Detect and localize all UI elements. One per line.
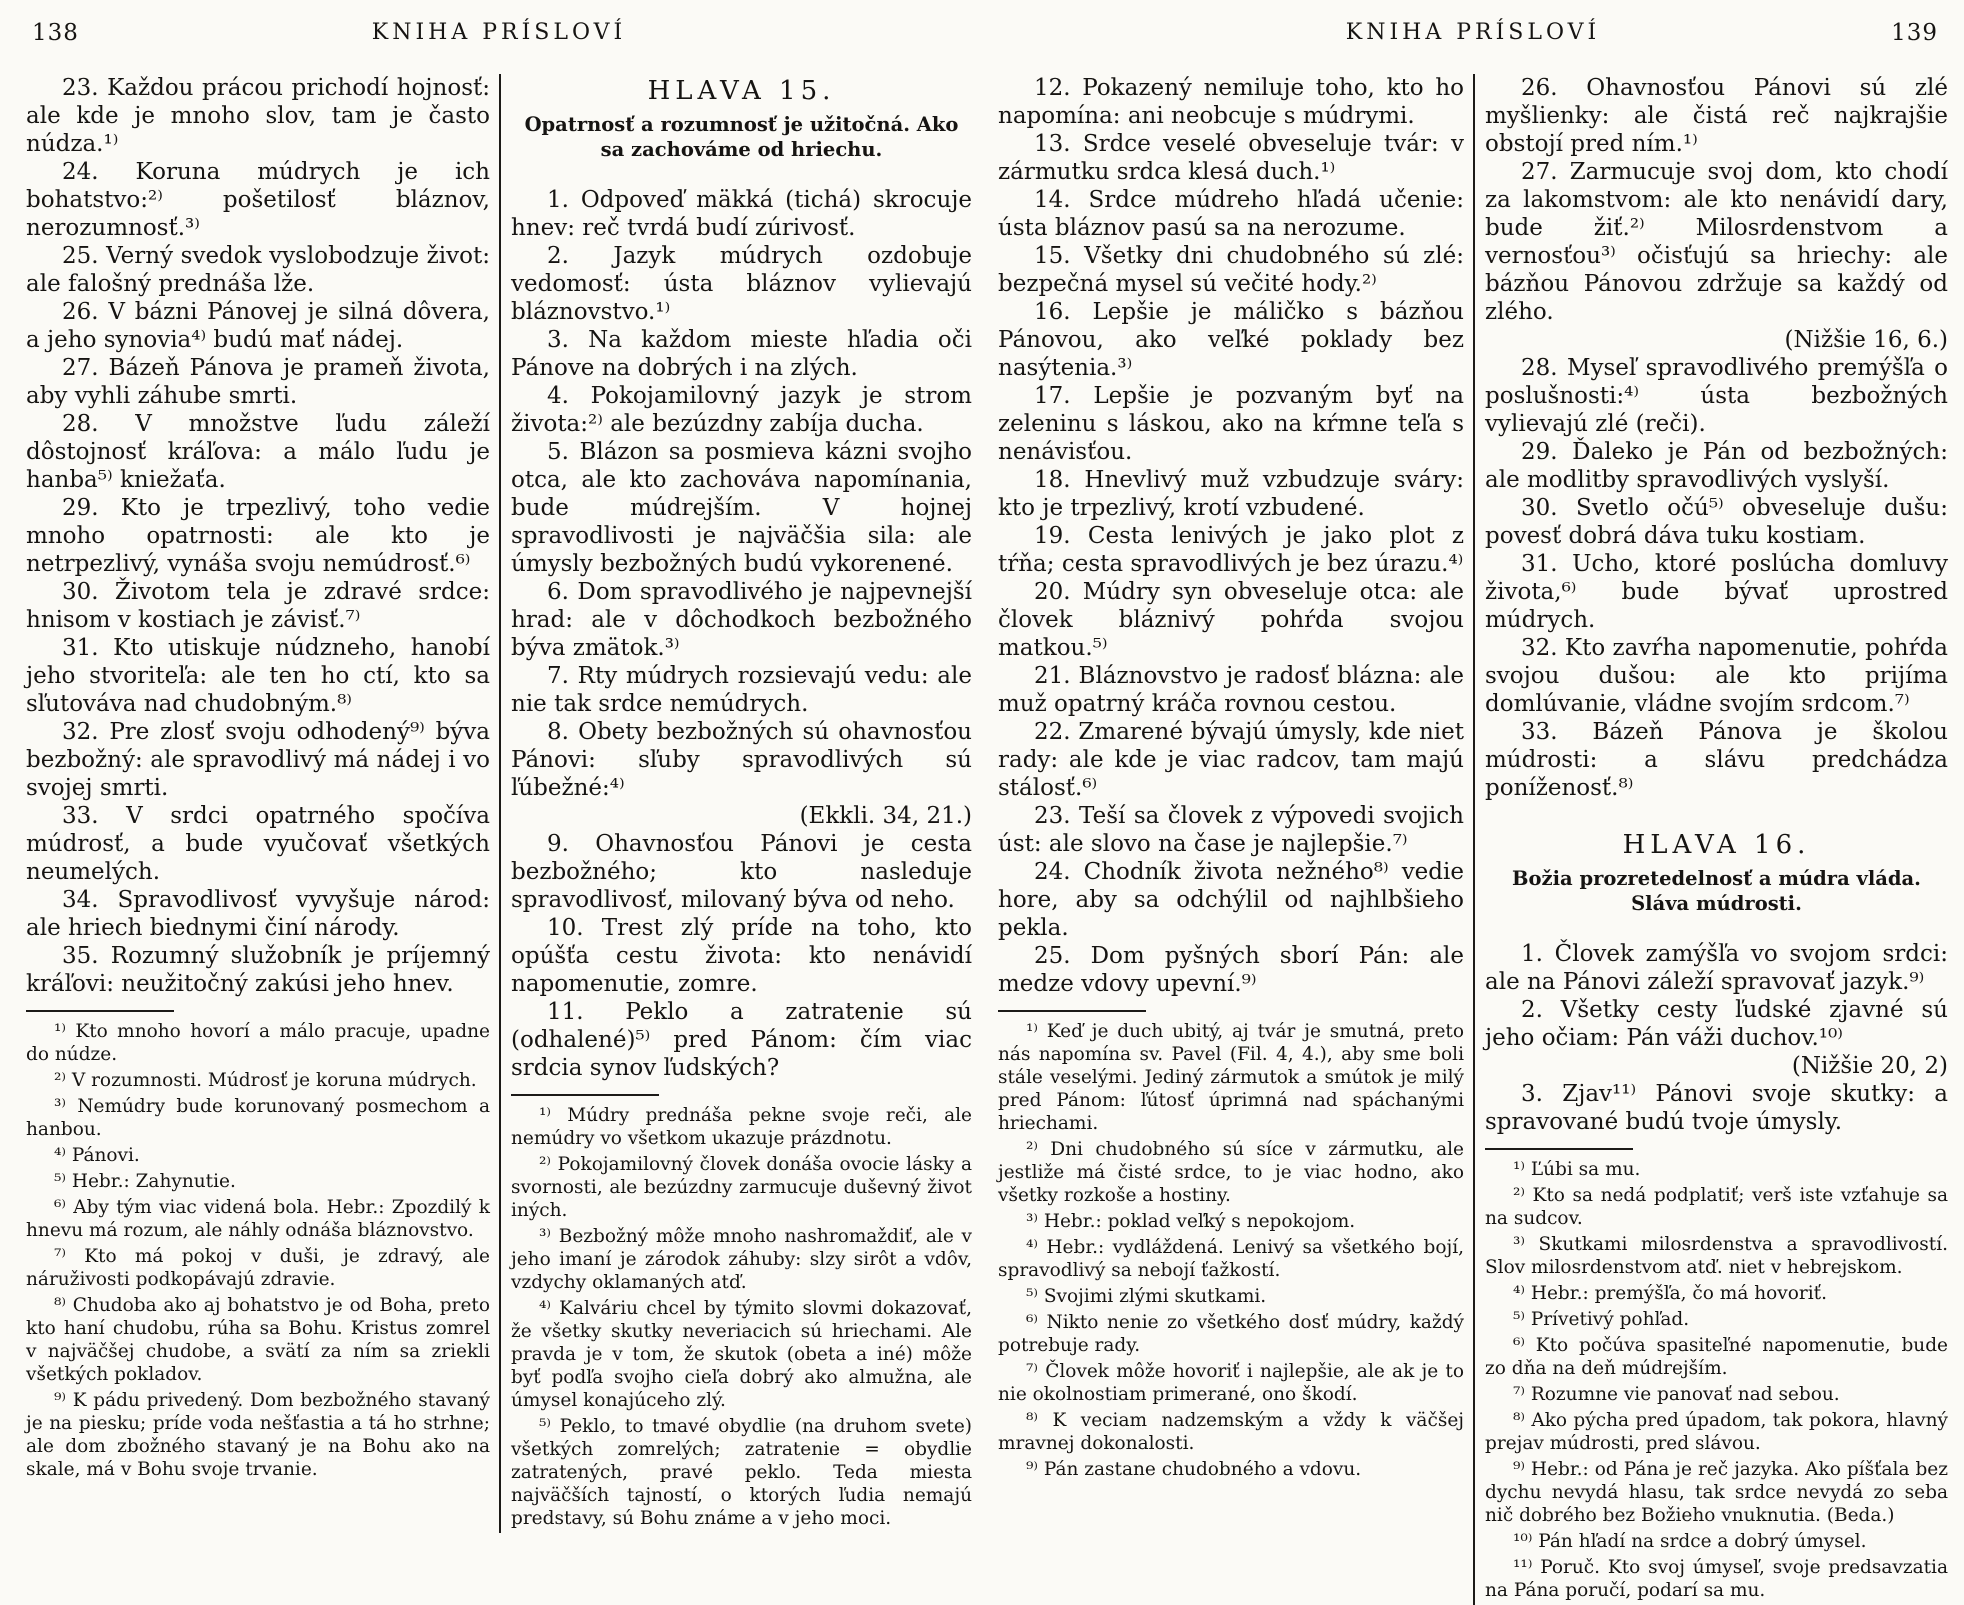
page-138: [0, 0, 982, 1529]
verse: 28. V množstve ľudu záleží dôstojnosť kráľova: a málo ľudu je hanba⁵⁾ kniežaťa.: [26, 411, 490, 493]
verse: 13. Srdce veselé obveseluje tvár: v zármutku srdca klesá duch.¹⁾: [998, 131, 1464, 185]
verse: 6. Dom spravodlivého je najpevnejší hrad: ale v dôchodkoch bezbožného býva zmätok.³⁾: [511, 579, 972, 661]
footnote: ¹⁾ Ľúbi sa mu.: [1513, 1159, 1641, 1180]
footnote: ⁴⁾ Pánovi.: [54, 1145, 140, 1166]
verse: 32. Pre zlosť svoju odhodený⁹⁾ býva bezbožný: ale spravodlivý má nádej i vo svojej smrti.: [26, 719, 490, 801]
verse: (Ekkli. 34, 21.): [799, 803, 972, 829]
verse: 25. Dom pyšných sborí Pán: ale medze vdovy upevní.⁹⁾: [998, 943, 1464, 997]
page-number: 139: [1891, 20, 1938, 46]
verse: 19. Cesta lenivých je jako plot z tŕňa; cesta spravodlivých je bez úrazu.⁴⁾: [998, 523, 1464, 577]
verse: 30. Svetlo očú⁵⁾ obveseluje dušu: povesť dobrá dáva tuku kostiam.: [1485, 495, 1948, 549]
verse: 35. Rozumný služobník je príjemný kráľovi: neužitočný zakúsi jeho hnev.: [26, 943, 490, 997]
page-header: [998, 14, 1948, 60]
verse: 3. Na každom mieste hľadia oči Pánove na dobrých i na zlých.: [511, 327, 972, 381]
verse: (Nižšie 16, 6.): [1784, 327, 1948, 353]
chapter-heading: HLAVA 15.: [647, 76, 836, 106]
verse: 28. Myseľ spravodlivého premýšľa o poslušnosti:⁴⁾ ústa bezbožných vylievajú zlé (reči).: [1485, 355, 1948, 437]
footnote: ⁴⁾ Kalváriu chcel by týmito slovmi dokazovať, že všetky skutky neveriacich sú hriechami. Ale pravda je v tom, že skutok (obeta a iné) môže byť podľa svojho cieľa dobrý ako almužna, ale úmysel konajúceho zlý.: [511, 1298, 972, 1411]
verse: 22. Zmarené bývajú úmysly, kde niet rady: ale kde je viac radcov, tam majú stálosť.⁶⁾: [998, 719, 1464, 801]
footnote: ¹⁾ Múdry prednáša pekne svoje reči, ale nemúdry vo všetkom ukazuje prázdnotu.: [511, 1105, 972, 1149]
verse: 26. V bázni Pánovej je silná dôvera, a jeho synovia⁴⁾ budú mať nádej.: [26, 299, 490, 353]
verse: 2. Všetky cesty ľudské zjavné sú jeho očiam: Pán váži duchov.¹⁰⁾: [1485, 997, 1948, 1051]
verse: 8. Obety bezbožných sú ohavnosťou Pánovi: sľuby spravodlivých sú ľúbežné:⁴⁾: [511, 719, 972, 801]
footnote: ²⁾ Kto sa nedá podplatiť; verš iste vzťahuje sa na sudcov.: [1485, 1185, 1948, 1229]
verse: 24. Koruna múdrych je ich bohatstvo:²⁾ pošetilosť bláznov, nerozumnosť.³⁾: [26, 159, 490, 241]
verse-list: [1485, 74, 1948, 802]
footnote: ⁴⁾ Hebr.: premýšľa, čo má hovoriť.: [1513, 1283, 1827, 1304]
chapter-subtitle: Opatrnosť a rozumnosť je užitočná. Ako sa zachováme od hriechu.: [524, 113, 959, 161]
verse: 34. Spravodlivosť vyvyšuje národ: ale hriech biednymi činí národy.: [26, 887, 490, 941]
footnote: ⁷⁾ Rozumne vie panovať nad sebou.: [1513, 1384, 1840, 1405]
footnote: ³⁾ Skutkami milosrdenstva a spravodlivostí. Slov milosrdenstvom atď. niet v hebrejskom.: [1485, 1234, 1948, 1278]
verse: 29. Kto je trpezlivý, toho vedie mnoho opatrnosti: ale kto je netrpezlivý, vynáša svoju nemúdrosť.⁶⁾: [26, 495, 490, 577]
verse: (Nižšie 20, 2): [1791, 1053, 1948, 1079]
page-139: [982, 0, 1964, 1601]
verse: 33. V srdci opatrného spočíva múdrosť, a bude vyučovať všetkých neumelých.: [26, 803, 490, 885]
footnote: ⁶⁾ Aby tým viac videná bola. Hebr.: Zpozdilý k hnevu má rozum, ale náhly odnáša bláznovstvo.: [26, 1197, 490, 1241]
verse-list: [26, 74, 490, 998]
footnote: ²⁾ V rozumnosti. Múdrosť je koruna múdrych.: [54, 1070, 477, 1091]
verse: 25. Verný svedok vyslobodzuje život: ale falošný prednáša lže.: [26, 243, 490, 297]
verse: 4. Pokojamilovný jazyk je strom života:²⁾ ale bezúzdny zabíja ducha.: [511, 383, 972, 437]
column-left: [998, 74, 1473, 1605]
verse-list: [511, 186, 972, 1082]
footnote: ⁹⁾ Hebr.: od Pána je reč jazyka. Ako píšťala bez dychu nevydá hlasu, tak srdce nevydá zo seba nič dobrého bez Božieho vnuknutia. (Beda.): [1485, 1459, 1948, 1526]
verse: 31. Kto utiskuje núdzneho, hanobí jeho stvoriteľa: ale ten ho ctí, kto sa sľutováva nad chudobným.⁸⁾: [26, 635, 490, 717]
verse: 27. Bázeň Pánova je prameň života, aby vyhli záhube smrti.: [26, 355, 490, 409]
footnote: ¹⁰⁾ Pán hľadí na srdce a dobrý úmysel.: [1513, 1531, 1867, 1552]
footnote: ³⁾ Nemúdry bude korunovaný posmechom a hanbou.: [26, 1096, 490, 1140]
verse: 32. Kto zavŕha napomenutie, pohŕda svojou dušou: ale kto prijíma domlúvanie, vládne svojím srdcom.⁷⁾: [1485, 635, 1948, 717]
verse: 31. Ucho, ktoré poslúcha domluvy života,⁶⁾ bude bývať uprostred múdrych.: [1485, 551, 1948, 633]
footnote-list: [26, 1020, 490, 1481]
verse: 30. Životom tela je zdravé srdce: hnisom v kostiach je závisť.⁷⁾: [26, 579, 490, 633]
verse: 2. Jazyk múdrych ozdobuje vedomosť: ústa bláznov vylievajú bláznovstvo.¹⁾: [511, 243, 972, 325]
footnote: ¹⁾ Keď je duch ubitý, aj tvár je smutná, preto nás napomína sv. Pavel (Fil. 4, 4.), aby sme boli stále veselými. Jediný zármutok a smútok je milý pred Pánom: ľútosť úprimná nad spáchanými hriechami.: [998, 1021, 1464, 1134]
verse: 9. Ohavnosťou Pánovi je cesta bezbožného; kto nasleduje spravodlivosť, milovaný býva od neho.: [511, 831, 972, 913]
footnote: ⁸⁾ Ako pýcha pred úpadom, tak pokora, hlavný prejav múdrosti, pred slávou.: [1485, 1410, 1948, 1454]
footnote: ⁷⁾ Kto má pokoj v duši, je zdravý, ale náruživosti podkopávajú zdravie.: [26, 1246, 490, 1290]
footnote-rule: [511, 1094, 659, 1096]
verse: 15. Všetky dni chudobného sú zlé: bezpečná mysel sú večité hody.²⁾: [998, 243, 1464, 297]
verse: 20. Múdry syn obveseluje otca: ale človek bláznivý pohŕda svojou matkou.⁵⁾: [998, 579, 1464, 661]
footnote-list: [998, 1020, 1464, 1481]
verse: 3. Zjav¹¹⁾ Pánovi svoje skutky: a spravované budú tvoje úmysly.: [1485, 1081, 1948, 1135]
footnote: ⁷⁾ Človek môže hovoriť i najlepšie, ale ak je to nie okolnostiam primerané, ono škodí.: [998, 1361, 1464, 1405]
footnote: ⁶⁾ Nikto nenie zo všetkého dosť múdry, každý potrebuje rady.: [998, 1312, 1464, 1356]
verse: 14. Srdce múdreho hľadá učenie: ústa bláznov pasú sa na nerozume.: [998, 187, 1464, 241]
verse: 33. Bázeň Pánova je školou múdrosti: a slávu predchádza poníženosť.⁸⁾: [1485, 719, 1948, 801]
page-number: 138: [32, 20, 79, 46]
chapter-subtitle: Božia prozretedelnosť a múdra vláda. Sláva múdrosti.: [1512, 867, 1921, 915]
running-title: KNIHA PRÍSLOVÍ: [371, 20, 627, 45]
verse: 11. Peklo a zatratenie sú (odhalené)⁵⁾ pred Pánom: čím viac srdcia synov ľudských?: [511, 999, 972, 1081]
verse: 18. Hnevlivý muž vzbudzuje sváry: kto je trpezlivý, krotí vzbudené.: [998, 467, 1464, 521]
footnote: ⁸⁾ Chudoba ako aj bohatstvo je od Boha, preto kto haní chudobu, rúha sa Bohu. Kristus zomrel v najväčšej chudobe, a svätí za ním sa zriekli všetkých pokladov.: [26, 1295, 490, 1385]
verse-list: [998, 74, 1464, 998]
verse: 24. Chodník života nežného⁸⁾ vedie hore, aby sa odchýlil od najhlbšieho pekla.: [998, 859, 1464, 941]
column-left: [26, 74, 499, 1533]
footnote: ³⁾ Hebr.: poklad veľký s nepokojom.: [1026, 1211, 1356, 1232]
verse: 23. Každou prácou prichodí hojnosť: ale kde je mnoho slov, tam je často núdza.¹⁾: [26, 75, 490, 157]
footnote: ⁵⁾ Peklo, to tmavé obydlie (na druhom svete) všetkých zomrelých; zatratenie = obydlie zatratených, pravé peklo. Teda miesta najväčších tajností, o ktorých ľudia nemajú predstavy, sú Bohu známe a v jeho moci.: [511, 1416, 972, 1529]
verse: 10. Trest zlý príde na toho, kto opúšťa cestu života: kto nenávidí napomenutie, zomre.: [511, 915, 972, 997]
verse: 7. Rty múdrych rozsievajú vedu: ale nie tak srdce nemúdrych.: [511, 663, 972, 717]
verse: 26. Ohavnosťou Pánovi sú zlé myšlienky: ale čistá reč najkrajšie obstojí pred ním.¹⁾: [1485, 75, 1948, 157]
footnote-list: [511, 1104, 972, 1530]
column-right: [1473, 74, 1948, 1605]
verse-list: [1485, 940, 1948, 1136]
verse: 1. Človek zamýšľa vo svojom srdci: ale na Pánovi záleží spravovať jazyk.⁹⁾: [1485, 941, 1948, 995]
chapter-heading: HLAVA 16.: [1622, 830, 1811, 860]
footnote: ⁴⁾ Hebr.: vydláždená. Lenivý sa všetkého bojí, spravodlivý sa nebojí ťažkostí.: [998, 1237, 1464, 1281]
running-title: KNIHA PRÍSLOVÍ: [1345, 20, 1601, 45]
verse: 17. Lepšie je pozvaným byť na zeleninu s láskou, ako na kŕmne teľa s nenávisťou.: [998, 383, 1464, 465]
footnote: ⁹⁾ K pádu privedený. Dom bezbožného stavaný je na piesku; príde voda nešťastia a tá ho strhne; ale dom zbožného stavaný je na Bohu ako na skale, má v Bohu svoje trvanie.: [26, 1390, 490, 1480]
footnote: ⁸⁾ K veciam nadzemským a vždy k väčšej mravnej dokonalosti.: [998, 1410, 1464, 1454]
verse: 16. Lepšie je máličko s bázňou Pánovou, ako veľké poklady bez nasýtenia.³⁾: [998, 299, 1464, 381]
footnote: ⁹⁾ Pán zastane chudobného a vdovu.: [1026, 1459, 1362, 1480]
verse: 21. Bláznovstvo je radosť blázna: ale muž opatrný kráča rovnou cestou.: [998, 663, 1464, 717]
verse: 29. Ďaleko je Pán od bezbožných: ale modlitby spravodlivých vyslyší.: [1485, 439, 1948, 493]
footnote: ²⁾ Pokojamilovný človek donáša ovocie lásky a svornosti, ale bezúzdny zarmucuje duševný život iných.: [511, 1154, 972, 1221]
footnote: ¹⁾ Kto mnoho hovorí a málo pracuje, upadne do núdze.: [26, 1021, 490, 1065]
verse: 27. Zarmucuje svoj dom, kto chodí za lakomstvom: ale kto nenávidí dary, bude žiť.²⁾ Milosrdenstvom a vernosťou³⁾ očisťujú sa hriechy: ale bázňou Pánovou zdržuje sa každý od zlého.: [1485, 159, 1948, 325]
verse: 1. Odpoveď mäkká (tichá) skrocuje hnev: reč tvrdá budí zúrivosť.: [511, 187, 972, 241]
footnote-list: [1485, 1158, 1948, 1602]
footnote: ⁵⁾ Prívetivý pohľad.: [1513, 1309, 1690, 1330]
footnote: ¹¹⁾ Poruč. Kto svoj úmyseľ, svoje predsavzatia na Pána poručí, podarí sa mu.: [1485, 1557, 1948, 1601]
verse: 12. Pokazený nemiluje toho, kto ho napomína: ani neobcuje s múdrymi.: [998, 75, 1464, 129]
footnote: ⁵⁾ Svojimi zlými skutkami.: [1026, 1286, 1267, 1307]
footnote-rule: [998, 1010, 1146, 1012]
verse: 23. Teší sa človek z výpovedi svojich úst: ale slovo na čase je najlepšie.⁷⁾: [998, 803, 1464, 857]
page-header: [26, 14, 972, 60]
footnote: ⁶⁾ Kto počúva spasiteľné napomenutie, bude zo dňa na deň múdrejším.: [1485, 1335, 1948, 1379]
footnote: ⁵⁾ Hebr.: Zahynutie.: [54, 1171, 236, 1192]
footnote: ²⁾ Dni chudobného sú síce v zármutku, ale jestliže má čisté srdce, to je viac hodno, ako všetky rozkoše a hostiny.: [998, 1139, 1464, 1206]
footnote-rule: [26, 1010, 174, 1012]
verse: 5. Blázon sa posmieva kázni svojho otca, ale kto zachováva napomínania, bude múdrejším. V hojnej spravodlivosti je najväčšia sila: ale úmysly bezbožných budú vykorenené.: [511, 439, 972, 577]
footnote-rule: [1485, 1148, 1633, 1150]
footnote: ³⁾ Bezbožný môže mnoho nashromaždiť, ale v jeho imaní je zárodok záhuby: slzy sirôt a vdôv, vzdychy oklamaných atď.: [511, 1226, 972, 1293]
column-right: [499, 74, 972, 1533]
